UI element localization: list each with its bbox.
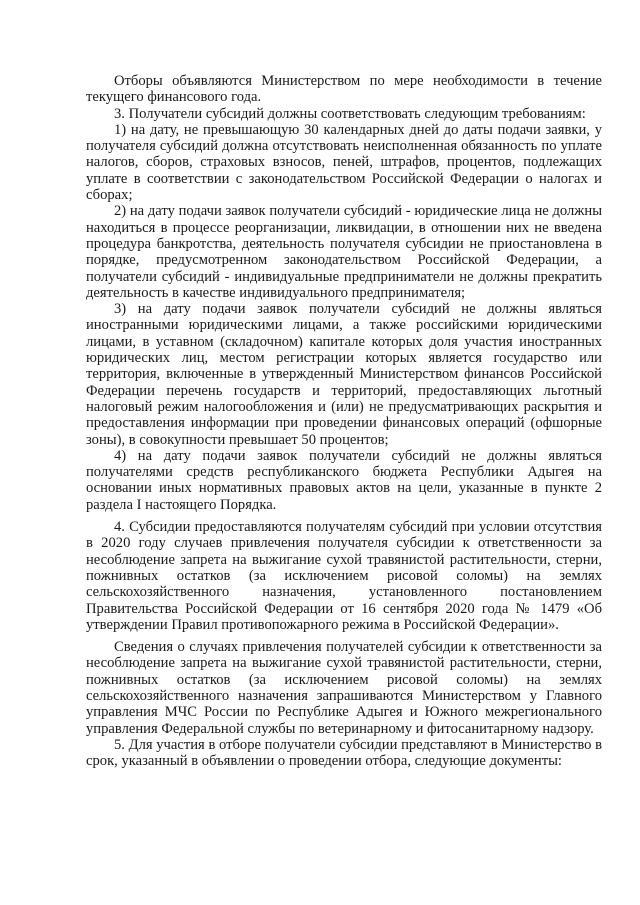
paragraph-requirement-1: 1) на дату, не превышающую 30 календарных дней до даты подачи заявки, у получателя субсидий должна отсутствовать неисполненная обязанность по уплате налогов, сборов, страховых взносов, пеней, штрафов, процентов, подлежащих уплате в соответствии с законодательством Российской Федерации о налогах и сборах; [86, 121, 602, 204]
paragraph-requirements-intro: 3. Получатели субсидий должны соответствовать следующим требованиям: [114, 105, 586, 122]
paragraph-requirement-4: 4) на дату подачи заявок получатели субсидий не должны являться получателями средств республиканского бюджета Республики Адыгея на основании иных нормативных правовых актов на цели, указанные в пункте 2 раздела I настоящего Порядка. [86, 447, 602, 513]
document-page [86, 73, 602, 769]
paragraph-violations-info: Сведения о случаях привлечения получателей субсидии к ответственности за несоблюдение запрета на выжигание сухой травянистой растительности, стерни, пожнивных остатков (за исключением рисовой соломы) на землях сельскохозяйственного назначения запрашиваются Министерством у Главного управления МЧС России по Республике Адыгея и Южного межрегионального управления Федеральной службы по ветеринарному и фитосанитарному надзору. [86, 639, 602, 737]
paragraph-requirement-2: 2) на дату подачи заявок получатели субсидий - юридические лица не должны находиться в процессе реорганизации, ликвидации, в отношении них не введена процедура банкротства, деятельность получателя субсидии не приостановлена в порядке, предусмотренном законодательством Российской Федерации, а получатели субсидий - индивидуальные предприниматели не должны прекратить деятельность в качестве индивидуального предпринимателя; [86, 203, 602, 301]
paragraph-selection-timing: Отборы объявляются Министерством по мере необходимости в течение текущего финансового года. [86, 73, 602, 106]
paragraph-section-5: 5. Для участия в отборе получатели субсидии представляют в Министерство в срок, указанный в объявлении о проведении отбора, следующие документы: [86, 736, 602, 770]
paragraph-section-4: 4. Субсидии предоставляются получателям субсидий при условии отсутствия в 2020 году случаев привлечения получателя субсидии к ответственности за несоблюдение запрета на выжигание сухой травянистой растительности, стерни, пожнивных остатков (за исключением рисовой соломы) на землях сельскохозяйственного назначения, установленного постановлением Правительства Российской Федерации от 16 сентября 2020 года № 1479 «Об утверждении Правил противопожарного режима в Российской Федерации». [86, 519, 602, 633]
paragraph-requirement-3: 3) на дату подачи заявок получатели субсидий не должны являться иностранными юридическими лицами, а также российскими юридическими лицами, в уставном (складочном) капитале которых доля участия иностранных юридических лиц, местом регистрации которых является государство или территория, включенные в утвержденный Министерством финансов Российской Федерации перечень государств и территорий, предоставляющих льготный налоговый режим налогообложения и (или) не предусматривающих раскрытия и предоставления информации при проведении финансовых операций (офшорные зоны), в совокупности превышает 50 процентов; [86, 301, 602, 448]
